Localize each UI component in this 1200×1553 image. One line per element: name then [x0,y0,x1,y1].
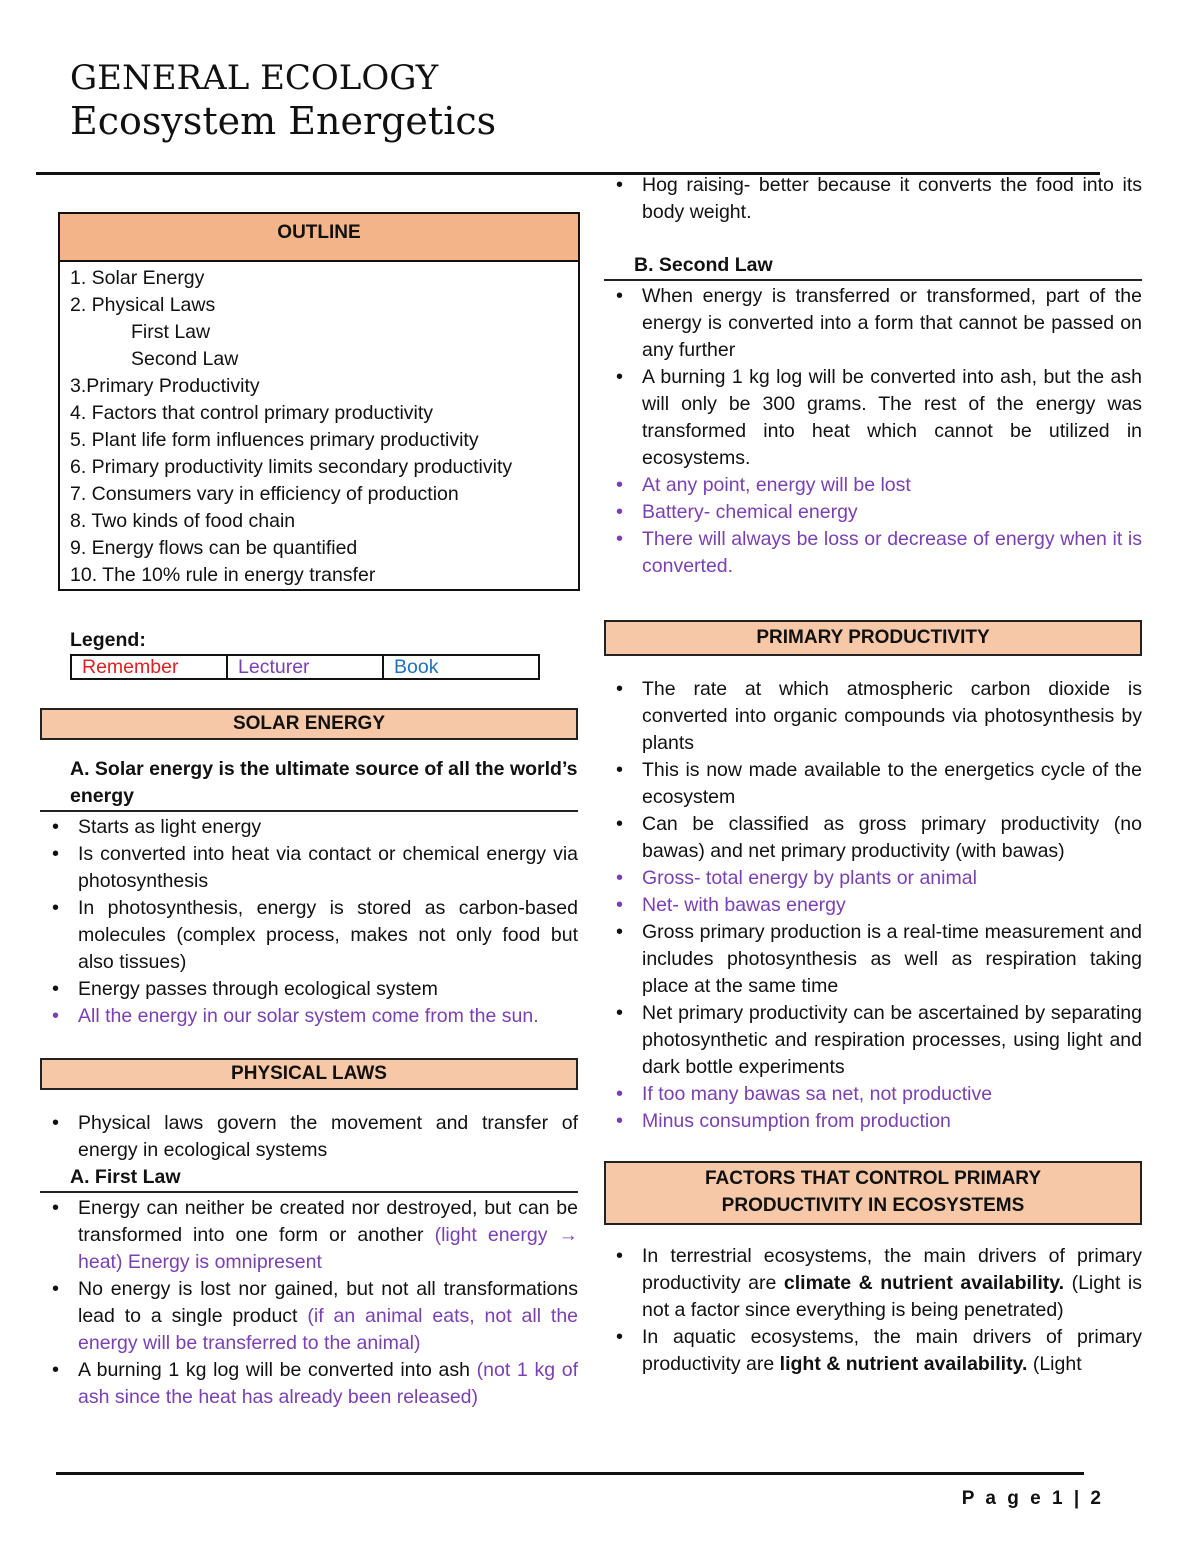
list-item: • Is converted into heat via contact or chemical energy via photosynthesis [40,841,578,895]
list-item: • Gross primary production is a real-time measurement and includes photosynthesis as well as respiration taking place at the same time [604,919,1142,1000]
physical-list [40,1110,578,1164]
list-item: • There will always be loss or decrease of energy when it is converted. [604,526,1142,580]
topic-title: Ecosystem Energetics [70,99,497,143]
list-item: • No energy is lost nor gained, but not all transformations lead to a single product (if an animal eats, not all the energy will be transferred to the animal) [40,1276,578,1357]
primary-list [604,676,1142,1135]
outline-item: 2. Physical Laws [70,294,216,316]
outline-list [60,262,578,589]
lecturer-note: (not 1 kg of ash since the heat has already been released) [78,1359,579,1408]
outline-item: First Law [131,321,211,343]
list-item: • Can be classified as gross primary productivity (no bawas) and net primary productivity (with bawas) [604,811,1142,865]
lecturer-note: (light energy → heat) Energy is omnipresent [78,1224,578,1273]
list-item: • All the energy in our solar system come from the sun. [40,1003,578,1030]
solar-list [40,814,578,1030]
outline-box [58,212,580,591]
list-item [40,1195,578,1276]
outline-item: 1. Solar Energy [70,267,205,289]
list-item: • This is now made available to the energetics cycle of the ecosystem [604,757,1142,811]
list-item: • At any point, energy will be lost [604,472,1142,499]
outline-item: 9. Energy flows can be quantified [70,537,358,559]
page-number: P a g e 1 | 2 [961,1488,1104,1509]
footer-divider [56,1472,1084,1475]
list-item: • Energy passes through ecological system [40,976,578,1003]
left-column [40,180,578,1411]
second-law-list [604,283,1142,580]
lecturer-note: (if an animal eats, not all the energy will be transferred to the animal) [78,1305,579,1354]
first-law-list [40,1195,578,1411]
legend-book: Book [382,656,538,678]
second-law-subhead: B. Second Law [604,252,1142,281]
course-title: GENERAL ECOLOGY [70,58,439,98]
list-item: • Physical laws govern the movement and transfer of energy in ecological systems [40,1110,578,1164]
list-item: • Starts as light energy [40,814,578,841]
list-item: • Net primary productivity can be ascertained by separating photosynthetic and respiration processes, using light and dark bottle experiments [604,1000,1142,1081]
list-item: • When energy is transferred or transformed, part of the energy is converted into a form that cannot be passed on any further [604,283,1142,364]
hog-list [604,172,1142,226]
section-primary-productivity: PRIMARY PRODUCTIVITY [604,620,1142,656]
outline-item: 3.Primary Productivity [70,375,260,397]
list-item: • A burning 1 kg log will be converted into ash, but the ash will only be 300 grams. The rest of the energy was transformed into heat which cannot be utilized in ecosystems. [604,364,1142,472]
first-law-subhead: A. First Law [40,1164,578,1193]
factors-list [604,1243,1142,1378]
outline-item: 8. Two kinds of food chain [70,510,296,532]
list-item: • In aquatic ecosystems, the main drivers of primary productivity are light & nutrient availability. (Light [604,1324,1142,1378]
list-item: • In photosynthesis, energy is stored as carbon-based molecules (complex process, makes not only food but also tissues) [40,895,578,976]
section-factors: FACTORS THAT CONTROL PRIMARY PRODUCTIVITY IN ECOSYSTEMS [604,1161,1142,1225]
outline-item: 7. Consumers vary in efficiency of production [70,483,459,505]
list-item: • Gross- total energy by plants or animal [604,865,1142,892]
outline-item: 10. The 10% rule in energy transfer [70,564,376,586]
legend-remember: Remember [82,656,179,678]
solar-subhead: A. Solar energy is the ultimate source of all the world’s energy [40,756,578,812]
right-column [604,172,1142,1378]
outline-item: 5. Plant life form influences primary productivity [70,429,479,451]
section-solar-energy: SOLAR ENERGY [40,708,578,740]
list-item: • Minus consumption from production [604,1108,1142,1135]
legend-lecturer: Lecturer [226,656,382,678]
remember-text: Energy can neither be created nor destroyed, but can be transformed into one form or another [78,1197,578,1246]
legend-label: Legend: [70,629,146,651]
outline-item: Second Law [131,348,239,370]
list-item: • If too many bawas sa net, not productive [604,1081,1142,1108]
list-item: • Net- with bawas energy [604,892,1142,919]
legend [70,654,540,680]
outline-item: 6. Primary productivity limits secondary productivity [70,456,513,478]
list-item: • In terrestrial ecosystems, the main drivers of primary productivity are climate & nutrient availability. (Light is not a factor since everything is being penetrated) [604,1243,1142,1324]
section-physical-laws: PHYSICAL LAWS [40,1058,578,1090]
outline-item: 4. Factors that control primary productivity [70,402,434,424]
list-item: • A burning 1 kg log will be converted into ash (not 1 kg of ash since the heat has already been released) [40,1357,578,1411]
outline-title: OUTLINE [60,214,578,262]
list-item: • Battery- chemical energy [604,499,1142,526]
document-header [70,58,496,144]
list-item: • Hog raising- better because it converts the food into its body weight. [604,172,1142,226]
list-item: • The rate at which atmospheric carbon dioxide is converted into organic compounds via photosynthesis by plants [604,676,1142,757]
